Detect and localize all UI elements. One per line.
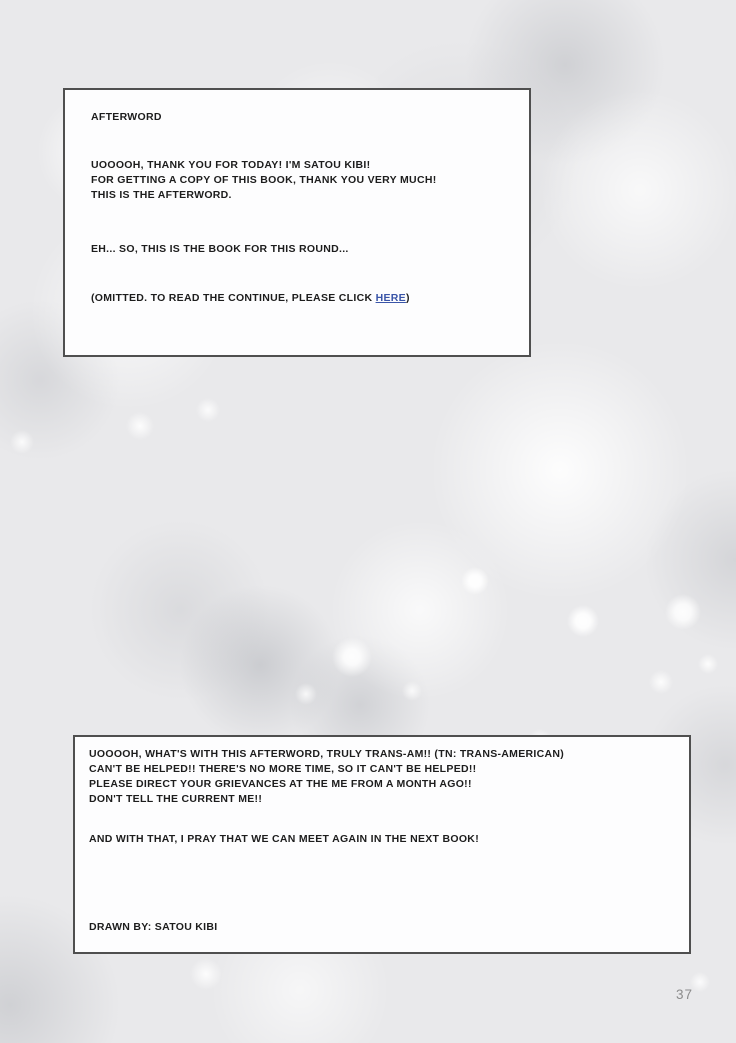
closing-farewell: AND WITH THAT, I PRAY THAT WE CAN MEET AGAIN IN THE NEXT BOOK!	[89, 833, 479, 845]
omitted-prefix-text: (OMITTED. TO READ THE CONTINUE, PLEASE CLICK	[91, 292, 376, 304]
page-number: 37	[676, 987, 694, 1002]
artist-credit: DRAWN BY: SATOU KIBI	[89, 921, 218, 933]
afterword-paragraph1-line3: THIS IS THE AFTERWORD.	[91, 189, 232, 201]
here-link[interactable]: HERE	[375, 292, 406, 304]
afterword-omitted-line	[91, 291, 511, 306]
afterword-box	[63, 88, 531, 357]
afterword-paragraph1-line2: FOR GETTING A COPY OF THIS BOOK, THANK YOU VERY MUCH!	[91, 174, 437, 186]
closing-line2: CAN'T BE HELPED!! THERE'S NO MORE TIME, SO IT CAN'T BE HELPED!!	[89, 763, 477, 775]
closing-line4: DON'T TELL THE CURRENT ME!!	[89, 793, 263, 805]
afterword-paragraph2: EH... SO, THIS IS THE BOOK FOR THIS ROUND...	[91, 243, 349, 255]
afterword-title: AFTERWORD	[91, 111, 162, 123]
closing-line1: UOOOOH, WHAT'S WITH THIS AFTERWORD, TRULY TRANS-AM!! (TN: TRANS-AMERICAN)	[89, 748, 565, 760]
closing-line3: PLEASE DIRECT YOUR GRIEVANCES AT THE ME FROM A MONTH AGO!!	[89, 778, 472, 790]
closing-box	[73, 735, 691, 954]
afterword-paragraph1-line1: UOOOOH, THANK YOU FOR TODAY! I'M SATOU KIBI!	[91, 159, 371, 171]
omitted-suffix-text: )	[405, 292, 410, 304]
